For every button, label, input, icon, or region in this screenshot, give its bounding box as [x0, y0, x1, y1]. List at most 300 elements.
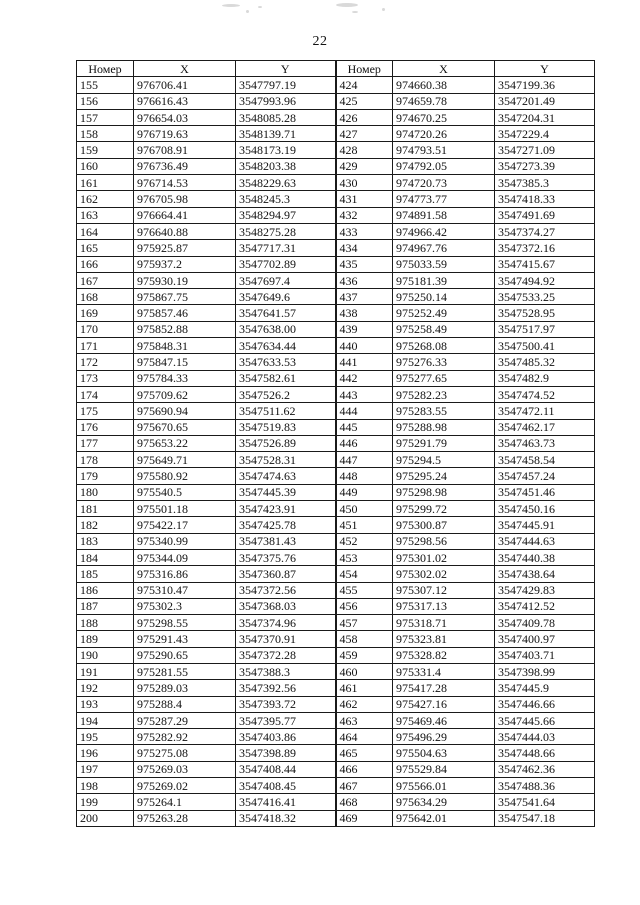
- x-coordinate-cell: 975277.65: [393, 370, 495, 386]
- table-row: [77, 77, 595, 93]
- x-coordinate-cell: 976640.88: [134, 223, 236, 239]
- y-coordinate-cell: 3547445.39: [236, 484, 336, 500]
- y-coordinate-cell: 3547440.38: [495, 549, 595, 565]
- y-coordinate-cell: 3547395.77: [236, 712, 336, 728]
- point-number-cell: 171: [77, 338, 134, 354]
- y-coordinate-cell: 3547372.28: [236, 647, 336, 663]
- y-coordinate-cell: 3547445.66: [495, 712, 595, 728]
- point-number-cell: 182: [77, 517, 134, 533]
- point-number-cell: 429: [336, 158, 393, 174]
- y-coordinate-cell: 3547638.00: [236, 321, 336, 337]
- x-coordinate-cell: 975287.29: [134, 712, 236, 728]
- x-coordinate-cell: 975302.02: [393, 566, 495, 582]
- point-number-cell: 179: [77, 468, 134, 484]
- x-coordinate-cell: 975288.4: [134, 696, 236, 712]
- table-row: [77, 452, 595, 468]
- x-coordinate-cell: 976708.91: [134, 142, 236, 158]
- y-coordinate-cell: 3547445.91: [495, 517, 595, 533]
- table-row: [77, 403, 595, 419]
- point-number-cell: 165: [77, 240, 134, 256]
- x-coordinate-cell: 975847.15: [134, 354, 236, 370]
- point-number-cell: 192: [77, 680, 134, 696]
- x-coordinate-cell: 975580.92: [134, 468, 236, 484]
- y-coordinate-cell: 3547511.62: [236, 403, 336, 419]
- scan-artifact: [352, 11, 358, 13]
- table-row: [77, 435, 595, 451]
- x-coordinate-cell: 975340.99: [134, 533, 236, 549]
- y-coordinate-cell: 3547448.66: [495, 745, 595, 761]
- x-coordinate-cell: 975288.98: [393, 419, 495, 435]
- x-coordinate-cell: 974720.26: [393, 126, 495, 142]
- y-coordinate-cell: 3547533.25: [495, 289, 595, 305]
- point-number-cell: 169: [77, 305, 134, 321]
- y-coordinate-cell: 3547429.83: [495, 582, 595, 598]
- x-coordinate-cell: 975317.13: [393, 598, 495, 614]
- scan-artifact: [246, 10, 249, 13]
- y-coordinate-cell: 3547418.33: [495, 191, 595, 207]
- point-number-cell: 433: [336, 223, 393, 239]
- x-coordinate-cell: 975670.65: [134, 419, 236, 435]
- point-number-cell: 189: [77, 631, 134, 647]
- x-coordinate-cell: 975291.79: [393, 435, 495, 451]
- y-coordinate-cell: 3548139.71: [236, 126, 336, 142]
- point-number-cell: 446: [336, 435, 393, 451]
- y-coordinate-cell: 3547372.56: [236, 582, 336, 598]
- point-number-cell: 444: [336, 403, 393, 419]
- y-coordinate-cell: 3547370.91: [236, 631, 336, 647]
- x-coordinate-cell: 975331.4: [393, 663, 495, 679]
- point-number-cell: 194: [77, 712, 134, 728]
- y-coordinate-cell: 3547393.72: [236, 696, 336, 712]
- y-coordinate-cell: 3547519.83: [236, 419, 336, 435]
- y-coordinate-cell: 3547271.09: [495, 142, 595, 158]
- point-number-cell: 455: [336, 582, 393, 598]
- point-number-cell: 431: [336, 191, 393, 207]
- x-coordinate-cell: 975344.09: [134, 549, 236, 565]
- y-coordinate-cell: 3547500.41: [495, 338, 595, 354]
- point-number-cell: 191: [77, 663, 134, 679]
- y-coordinate-cell: 3547491.69: [495, 207, 595, 223]
- table-row: [77, 207, 595, 223]
- x-coordinate-cell: 975690.94: [134, 403, 236, 419]
- y-coordinate-cell: 3547400.97: [495, 631, 595, 647]
- x-coordinate-cell: 975417.28: [393, 680, 495, 696]
- table-row: [77, 501, 595, 517]
- table-row: [77, 712, 595, 728]
- point-number-cell: 200: [77, 810, 134, 826]
- point-number-cell: 432: [336, 207, 393, 223]
- table-row: [77, 533, 595, 549]
- point-number-cell: 181: [77, 501, 134, 517]
- point-number-cell: 453: [336, 549, 393, 565]
- point-number-cell: 173: [77, 370, 134, 386]
- y-coordinate-cell: 3547582.61: [236, 370, 336, 386]
- x-coordinate-cell: 974891.58: [393, 207, 495, 223]
- table-row: [77, 289, 595, 305]
- x-coordinate-cell: 975302.3: [134, 598, 236, 614]
- point-number-cell: 461: [336, 680, 393, 696]
- y-coordinate-cell: 3547412.52: [495, 598, 595, 614]
- scan-artifact: [258, 6, 262, 8]
- point-number-cell: 438: [336, 305, 393, 321]
- y-coordinate-cell: 3547697.4: [236, 272, 336, 288]
- table-row: [77, 745, 595, 761]
- y-coordinate-cell: 3547528.31: [236, 452, 336, 468]
- x-coordinate-cell: 975250.14: [393, 289, 495, 305]
- y-coordinate-cell: 3547494.92: [495, 272, 595, 288]
- point-number-cell: 190: [77, 647, 134, 663]
- y-coordinate-cell: 3547423.91: [236, 501, 336, 517]
- point-number-cell: 464: [336, 729, 393, 745]
- x-coordinate-cell: 975282.23: [393, 386, 495, 402]
- point-number-cell: 168: [77, 289, 134, 305]
- x-coordinate-cell: 975298.98: [393, 484, 495, 500]
- x-coordinate-cell: 975281.55: [134, 663, 236, 679]
- table-row: [77, 484, 595, 500]
- table-row: [77, 794, 595, 810]
- point-number-cell: 161: [77, 175, 134, 191]
- x-coordinate-cell: 974659.78: [393, 93, 495, 109]
- point-number-cell: 199: [77, 794, 134, 810]
- table-row: [77, 386, 595, 402]
- point-number-cell: 172: [77, 354, 134, 370]
- x-coordinate-cell: 975294.5: [393, 452, 495, 468]
- table-row: [77, 158, 595, 174]
- x-coordinate-cell: 975496.29: [393, 729, 495, 745]
- point-number-cell: 177: [77, 435, 134, 451]
- x-coordinate-cell: 975642.01: [393, 810, 495, 826]
- y-coordinate-cell: 3547702.89: [236, 256, 336, 272]
- x-coordinate-cell: 976714.53: [134, 175, 236, 191]
- point-number-cell: 451: [336, 517, 393, 533]
- x-coordinate-cell: 975937.2: [134, 256, 236, 272]
- x-coordinate-cell: 975252.49: [393, 305, 495, 321]
- table-row: [77, 93, 595, 109]
- y-coordinate-cell: 3548085.28: [236, 109, 336, 125]
- x-coordinate-cell: 974660.38: [393, 77, 495, 93]
- point-number-cell: 198: [77, 778, 134, 794]
- x-coordinate-cell: 975529.84: [393, 761, 495, 777]
- x-coordinate-cell: 975857.46: [134, 305, 236, 321]
- y-coordinate-cell: 3547425.78: [236, 517, 336, 533]
- table-row: [77, 223, 595, 239]
- x-coordinate-cell: 976736.49: [134, 158, 236, 174]
- coordinates-table: [76, 60, 595, 827]
- y-coordinate-cell: 3547403.86: [236, 729, 336, 745]
- table-row: [77, 305, 595, 321]
- table-row: [77, 778, 595, 794]
- x-coordinate-cell: 975298.55: [134, 615, 236, 631]
- point-number-cell: 450: [336, 501, 393, 517]
- x-coordinate-cell: 975033.59: [393, 256, 495, 272]
- x-coordinate-cell: 974966.42: [393, 223, 495, 239]
- point-number-cell: 185: [77, 566, 134, 582]
- x-coordinate-cell: 976705.98: [134, 191, 236, 207]
- y-coordinate-cell: 3547482.9: [495, 370, 595, 386]
- table-row: [77, 810, 595, 826]
- point-number-cell: 459: [336, 647, 393, 663]
- x-coordinate-cell: 975282.92: [134, 729, 236, 745]
- point-number-cell: 166: [77, 256, 134, 272]
- column-header-number: Номер: [77, 61, 134, 77]
- point-number-cell: 195: [77, 729, 134, 745]
- point-number-cell: 468: [336, 794, 393, 810]
- x-coordinate-cell: 976616.43: [134, 93, 236, 109]
- table-row: [77, 696, 595, 712]
- x-coordinate-cell: 975181.39: [393, 272, 495, 288]
- point-number-cell: 183: [77, 533, 134, 549]
- y-coordinate-cell: 3547273.39: [495, 158, 595, 174]
- y-coordinate-cell: 3547446.66: [495, 696, 595, 712]
- y-coordinate-cell: 3547797.19: [236, 77, 336, 93]
- x-coordinate-cell: 975316.86: [134, 566, 236, 582]
- x-coordinate-cell: 975291.43: [134, 631, 236, 647]
- point-number-cell: 442: [336, 370, 393, 386]
- point-number-cell: 187: [77, 598, 134, 614]
- x-coordinate-cell: 974720.73: [393, 175, 495, 191]
- table-row: [77, 631, 595, 647]
- y-coordinate-cell: 3547372.16: [495, 240, 595, 256]
- x-coordinate-cell: 975268.08: [393, 338, 495, 354]
- table-row: [77, 109, 595, 125]
- y-coordinate-cell: 3547488.36: [495, 778, 595, 794]
- x-coordinate-cell: 974773.77: [393, 191, 495, 207]
- x-coordinate-cell: 976706.41: [134, 77, 236, 93]
- y-coordinate-cell: 3547517.97: [495, 321, 595, 337]
- table-row: [77, 729, 595, 745]
- x-coordinate-cell: 975566.01: [393, 778, 495, 794]
- table-row: [77, 191, 595, 207]
- table-row: [77, 419, 595, 435]
- column-header-x: X: [134, 61, 236, 77]
- x-coordinate-cell: 975649.71: [134, 452, 236, 468]
- point-number-cell: 457: [336, 615, 393, 631]
- y-coordinate-cell: 3547381.43: [236, 533, 336, 549]
- table-row: [77, 126, 595, 142]
- x-coordinate-cell: 975634.29: [393, 794, 495, 810]
- y-coordinate-cell: 3547444.63: [495, 533, 595, 549]
- column-header-x: X: [393, 61, 495, 77]
- point-number-cell: 170: [77, 321, 134, 337]
- x-coordinate-cell: 975276.33: [393, 354, 495, 370]
- y-coordinate-cell: 3547445.9: [495, 680, 595, 696]
- point-number-cell: 443: [336, 386, 393, 402]
- point-number-cell: 167: [77, 272, 134, 288]
- table-row: [77, 468, 595, 484]
- x-coordinate-cell: 975709.62: [134, 386, 236, 402]
- point-number-cell: 463: [336, 712, 393, 728]
- x-coordinate-cell: 976654.03: [134, 109, 236, 125]
- point-number-cell: 439: [336, 321, 393, 337]
- x-coordinate-cell: 975295.24: [393, 468, 495, 484]
- table-row: [77, 517, 595, 533]
- x-coordinate-cell: 974670.25: [393, 109, 495, 125]
- point-number-cell: 426: [336, 109, 393, 125]
- table-row: [77, 142, 595, 158]
- point-number-cell: 427: [336, 126, 393, 142]
- point-number-cell: 458: [336, 631, 393, 647]
- point-number-cell: 467: [336, 778, 393, 794]
- table-row: [77, 321, 595, 337]
- point-number-cell: 456: [336, 598, 393, 614]
- x-coordinate-cell: 975300.87: [393, 517, 495, 533]
- point-number-cell: 193: [77, 696, 134, 712]
- point-number-cell: 186: [77, 582, 134, 598]
- table-header-row: [77, 61, 595, 77]
- point-number-cell: 465: [336, 745, 393, 761]
- point-number-cell: 424: [336, 77, 393, 93]
- y-coordinate-cell: 3547199.36: [495, 77, 595, 93]
- x-coordinate-cell: 975867.75: [134, 289, 236, 305]
- x-coordinate-cell: 975540.5: [134, 484, 236, 500]
- y-coordinate-cell: 3547204.31: [495, 109, 595, 125]
- table-row: [77, 566, 595, 582]
- x-coordinate-cell: 975264.1: [134, 794, 236, 810]
- point-number-cell: 163: [77, 207, 134, 223]
- y-coordinate-cell: 3547403.71: [495, 647, 595, 663]
- x-coordinate-cell: 975269.03: [134, 761, 236, 777]
- x-coordinate-cell: 975263.28: [134, 810, 236, 826]
- point-number-cell: 440: [336, 338, 393, 354]
- y-coordinate-cell: 3548229.63: [236, 175, 336, 191]
- column-header-number: Номер: [336, 61, 393, 77]
- x-coordinate-cell: 975310.47: [134, 582, 236, 598]
- table-row: [77, 338, 595, 354]
- y-coordinate-cell: 3547450.16: [495, 501, 595, 517]
- y-coordinate-cell: 3547368.03: [236, 598, 336, 614]
- x-coordinate-cell: 975258.49: [393, 321, 495, 337]
- y-coordinate-cell: 3547418.32: [236, 810, 336, 826]
- x-coordinate-cell: 975301.02: [393, 549, 495, 565]
- x-coordinate-cell: 975275.08: [134, 745, 236, 761]
- table-row: [77, 598, 595, 614]
- y-coordinate-cell: 3547409.78: [495, 615, 595, 631]
- column-header-y: Y: [236, 61, 336, 77]
- x-coordinate-cell: 974967.76: [393, 240, 495, 256]
- y-coordinate-cell: 3547462.17: [495, 419, 595, 435]
- y-coordinate-cell: 3547415.67: [495, 256, 595, 272]
- point-number-cell: 164: [77, 223, 134, 239]
- y-coordinate-cell: 3547528.95: [495, 305, 595, 321]
- y-coordinate-cell: 3547458.54: [495, 452, 595, 468]
- point-number-cell: 184: [77, 549, 134, 565]
- point-number-cell: 469: [336, 810, 393, 826]
- y-coordinate-cell: 3547360.87: [236, 566, 336, 582]
- point-number-cell: 197: [77, 761, 134, 777]
- y-coordinate-cell: 3547717.31: [236, 240, 336, 256]
- point-number-cell: 437: [336, 289, 393, 305]
- x-coordinate-cell: 975422.17: [134, 517, 236, 533]
- y-coordinate-cell: 3547374.27: [495, 223, 595, 239]
- point-number-cell: 178: [77, 452, 134, 468]
- table-row: [77, 256, 595, 272]
- y-coordinate-cell: 3547474.52: [495, 386, 595, 402]
- scan-artifact: [336, 3, 358, 7]
- y-coordinate-cell: 3547993.96: [236, 93, 336, 109]
- point-number-cell: 430: [336, 175, 393, 191]
- y-coordinate-cell: 3547392.56: [236, 680, 336, 696]
- point-number-cell: 196: [77, 745, 134, 761]
- x-coordinate-cell: 975299.72: [393, 501, 495, 517]
- y-coordinate-cell: 3547485.32: [495, 354, 595, 370]
- x-coordinate-cell: 975269.02: [134, 778, 236, 794]
- point-number-cell: 454: [336, 566, 393, 582]
- y-coordinate-cell: 3547201.49: [495, 93, 595, 109]
- y-coordinate-cell: 3547649.6: [236, 289, 336, 305]
- x-coordinate-cell: 975283.55: [393, 403, 495, 419]
- x-coordinate-cell: 975501.18: [134, 501, 236, 517]
- y-coordinate-cell: 3547526.89: [236, 435, 336, 451]
- y-coordinate-cell: 3547547.18: [495, 810, 595, 826]
- point-number-cell: 176: [77, 419, 134, 435]
- x-coordinate-cell: 974793.51: [393, 142, 495, 158]
- y-coordinate-cell: 3547229.4: [495, 126, 595, 142]
- y-coordinate-cell: 3547457.24: [495, 468, 595, 484]
- x-coordinate-cell: 975290.65: [134, 647, 236, 663]
- point-number-cell: 428: [336, 142, 393, 158]
- x-coordinate-cell: 975427.16: [393, 696, 495, 712]
- x-coordinate-cell: 975930.19: [134, 272, 236, 288]
- x-coordinate-cell: 975469.46: [393, 712, 495, 728]
- y-coordinate-cell: 3547408.45: [236, 778, 336, 794]
- y-coordinate-cell: 3548294.97: [236, 207, 336, 223]
- y-coordinate-cell: 3547398.99: [495, 663, 595, 679]
- point-number-cell: 436: [336, 272, 393, 288]
- y-coordinate-cell: 3547438.64: [495, 566, 595, 582]
- table-row: [77, 370, 595, 386]
- point-number-cell: 425: [336, 93, 393, 109]
- x-coordinate-cell: 975289.03: [134, 680, 236, 696]
- y-coordinate-cell: 3548203.38: [236, 158, 336, 174]
- x-coordinate-cell: 975852.88: [134, 321, 236, 337]
- y-coordinate-cell: 3547463.73: [495, 435, 595, 451]
- point-number-cell: 435: [336, 256, 393, 272]
- table-row: [77, 582, 595, 598]
- y-coordinate-cell: 3548275.28: [236, 223, 336, 239]
- point-number-cell: 160: [77, 158, 134, 174]
- y-coordinate-cell: 3547462.36: [495, 761, 595, 777]
- y-coordinate-cell: 3547374.96: [236, 615, 336, 631]
- x-coordinate-cell: 975307.12: [393, 582, 495, 598]
- y-coordinate-cell: 3547388.3: [236, 663, 336, 679]
- point-number-cell: 460: [336, 663, 393, 679]
- x-coordinate-cell: 975784.33: [134, 370, 236, 386]
- scan-artifact: [382, 8, 385, 11]
- point-number-cell: 441: [336, 354, 393, 370]
- point-number-cell: 157: [77, 109, 134, 125]
- x-coordinate-cell: 975328.82: [393, 647, 495, 663]
- table-row: [77, 175, 595, 191]
- page-number: 22: [312, 34, 328, 49]
- y-coordinate-cell: 3547541.64: [495, 794, 595, 810]
- y-coordinate-cell: 3547385.3: [495, 175, 595, 191]
- point-number-cell: 156: [77, 93, 134, 109]
- y-coordinate-cell: 3547451.46: [495, 484, 595, 500]
- x-coordinate-cell: 976719.63: [134, 126, 236, 142]
- y-coordinate-cell: 3547408.44: [236, 761, 336, 777]
- point-number-cell: 158: [77, 126, 134, 142]
- y-coordinate-cell: 3547474.63: [236, 468, 336, 484]
- table-row: [77, 680, 595, 696]
- x-coordinate-cell: 975848.31: [134, 338, 236, 354]
- point-number-cell: 155: [77, 77, 134, 93]
- point-number-cell: 180: [77, 484, 134, 500]
- x-coordinate-cell: 974792.05: [393, 158, 495, 174]
- y-coordinate-cell: 3547633.53: [236, 354, 336, 370]
- scan-artifact: [222, 4, 240, 7]
- y-coordinate-cell: 3547444.03: [495, 729, 595, 745]
- x-coordinate-cell: 975653.22: [134, 435, 236, 451]
